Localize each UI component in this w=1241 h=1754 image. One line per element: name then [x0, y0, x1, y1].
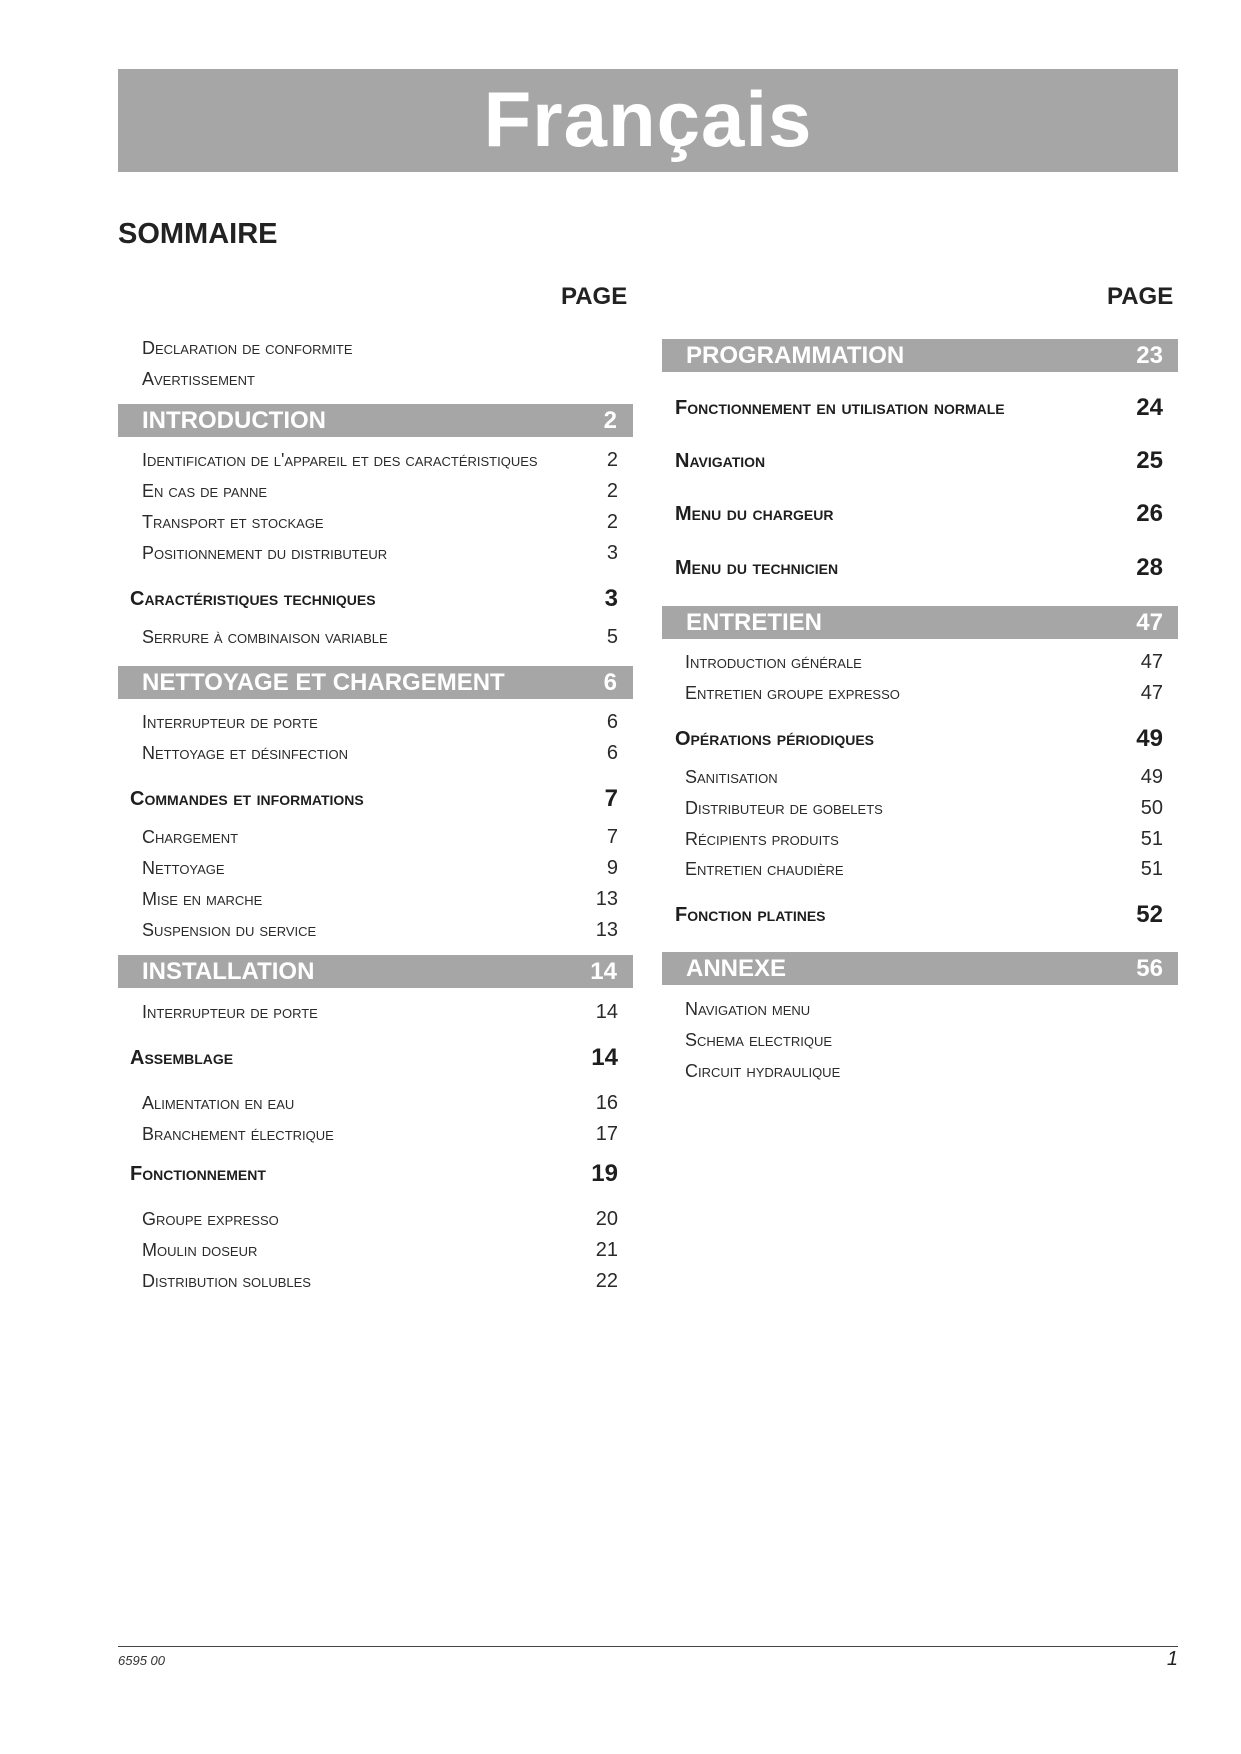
- section-entry: [118, 587, 633, 617]
- subsection-title: Navigation menu: [685, 999, 811, 1019]
- subsection-entry: [118, 1208, 633, 1238]
- section-title: Opérations périodiques: [675, 728, 874, 750]
- subsection-title: En cas de panne: [142, 481, 268, 501]
- subsection-title: Circuit hydraulique: [685, 1061, 841, 1081]
- subsection-title: Introduction générale: [685, 652, 862, 672]
- entry-page: 6: [606, 742, 618, 764]
- chapter-title: ENTRETIEN: [686, 609, 823, 636]
- entry-page: 49: [1136, 725, 1163, 752]
- entry-page: 22: [595, 1270, 618, 1292]
- subsection-entry: [662, 998, 1178, 1028]
- subsection-title: Alimentation en eau: [142, 1093, 295, 1113]
- entry-page: 2: [606, 449, 618, 471]
- chapter-title: INTRODUCTION: [142, 407, 326, 434]
- subsection-title: Avertissement: [142, 369, 255, 389]
- entry-page: 3: [606, 542, 618, 564]
- entry-page: 49: [1140, 766, 1163, 788]
- entry-page: 2: [606, 480, 618, 502]
- subsection-title: Interrupteur de porte: [142, 1002, 318, 1022]
- subsection-entry: [118, 368, 633, 398]
- chapter-bar: [118, 404, 633, 437]
- subsection-title: Chargement: [142, 827, 239, 847]
- subsection-title: Récipients produits: [685, 829, 839, 849]
- subsection-title: Identification de l'appareil et des caractéristiques: [142, 450, 538, 470]
- section-title: Menu du technicien: [675, 557, 839, 579]
- chapter-page: 47: [1136, 609, 1163, 636]
- entry-page: 14: [591, 1044, 618, 1071]
- subsection-entry: [118, 742, 633, 772]
- footer-divider: [118, 1646, 1178, 1647]
- chapter-title: NETTOYAGE ET CHARGEMENT: [142, 669, 505, 696]
- chapter-page: 14: [590, 958, 617, 985]
- entry-page: 21: [595, 1239, 618, 1261]
- entry-page: 24: [1136, 394, 1163, 421]
- subsection-title: Suspension du service: [142, 920, 317, 940]
- section-entry: [662, 502, 1178, 532]
- entry-page: 13: [595, 919, 618, 941]
- entry-page: 2: [606, 511, 618, 533]
- entry-page: 51: [1140, 858, 1163, 880]
- subsection-entry: [118, 1239, 633, 1269]
- chapter-page: 6: [603, 669, 617, 696]
- section-entry: [662, 903, 1178, 933]
- subsection-title: Entretien chaudière: [685, 859, 844, 879]
- subsection-entry: [662, 828, 1178, 858]
- subsection-entry: [118, 626, 633, 656]
- subsection-entry: [662, 1029, 1178, 1059]
- chapter-bar: [662, 339, 1178, 372]
- subsection-entry: [118, 480, 633, 510]
- subsection-title: Nettoyage et désinfection: [142, 743, 348, 763]
- entry-page: 47: [1140, 651, 1163, 673]
- chapter-title: PROGRAMMATION: [686, 342, 905, 369]
- subsection-entry: [662, 858, 1178, 888]
- section-title: Fonctionnement en utilisation normale: [675, 397, 1005, 419]
- entry-page: 6: [606, 711, 618, 733]
- entry-page: 9: [606, 857, 618, 879]
- chapter-bar: [662, 952, 1178, 985]
- subsection-entry: [118, 826, 633, 856]
- subsection-title: Branchement électrique: [142, 1124, 334, 1144]
- entry-page: 20: [595, 1208, 618, 1230]
- subsection-entry: [118, 857, 633, 887]
- subsection-entry: [662, 682, 1178, 712]
- section-entry: [662, 449, 1178, 479]
- subsection-entry: [662, 797, 1178, 827]
- document-code: 6595 00: [118, 1653, 165, 1668]
- chapter-page: 56: [1136, 955, 1163, 982]
- entry-page: 19: [591, 1160, 618, 1187]
- entry-page: 51: [1140, 828, 1163, 850]
- section-entry: [662, 727, 1178, 757]
- section-entry: [662, 556, 1178, 586]
- entry-page: 13: [595, 888, 618, 910]
- page-number: 1: [1166, 1648, 1178, 1670]
- subsection-title: Distributeur de gobelets: [685, 798, 883, 818]
- subsection-entry: [118, 888, 633, 918]
- entry-page: 52: [1136, 901, 1163, 928]
- subsection-title: Nettoyage: [142, 858, 225, 878]
- entry-page: 3: [604, 585, 618, 612]
- section-title: Commandes et informations: [130, 788, 364, 810]
- section-entry: [118, 1162, 633, 1192]
- subsection-entry: [118, 542, 633, 572]
- section-title: Navigation: [675, 450, 766, 472]
- chapter-bar: [118, 955, 633, 988]
- entry-page: 26: [1136, 500, 1163, 527]
- section-entry: [662, 396, 1178, 426]
- subsection-title: Mise en marche: [142, 889, 263, 909]
- section-title: Menu du chargeur: [675, 503, 834, 525]
- subsection-title: Groupe expresso: [142, 1209, 279, 1229]
- entry-page: 5: [606, 626, 618, 648]
- entry-page: 50: [1140, 797, 1163, 819]
- subsection-title: Sanitisation: [685, 767, 778, 787]
- chapter-page: 2: [603, 407, 617, 434]
- subsection-title: Distribution solubles: [142, 1271, 311, 1291]
- subsection-title: Serrure à combinaison variable: [142, 627, 388, 647]
- subsection-entry: [118, 1123, 633, 1153]
- section-title: Assemblage: [130, 1047, 234, 1069]
- subsection-title: Interrupteur de porte: [142, 712, 318, 732]
- section-entry: [118, 1046, 633, 1076]
- subsection-entry: [118, 1092, 633, 1122]
- subsection-entry: [118, 919, 633, 949]
- contents-heading: SOMMAIRE: [118, 218, 278, 250]
- subsection-entry: [662, 1060, 1178, 1090]
- subsection-title: Schema electrique: [685, 1030, 833, 1050]
- language-title-banner: Français: [118, 69, 1178, 172]
- subsection-entry: [118, 711, 633, 741]
- chapter-page: 23: [1136, 342, 1163, 369]
- entry-page: 14: [595, 1001, 618, 1023]
- subsection-entry: [118, 1001, 633, 1031]
- chapter-title: ANNEXE: [686, 955, 787, 982]
- subsection-entry: [662, 766, 1178, 796]
- subsection-entry: [662, 651, 1178, 681]
- subsection-entry: [118, 449, 633, 479]
- chapter-title: INSTALLATION: [142, 958, 315, 985]
- page-column-label-right: PAGE: [1107, 283, 1174, 310]
- section-title: Fonction platines: [675, 904, 826, 926]
- subsection-entry: [118, 1270, 633, 1300]
- subsection-title: Entretien groupe expresso: [685, 683, 900, 703]
- subsection-entry: [118, 511, 633, 541]
- entry-page: 17: [595, 1123, 618, 1145]
- chapter-bar: [118, 666, 633, 699]
- entry-page: 47: [1140, 682, 1163, 704]
- subsection-title: Transport et stockage: [142, 512, 324, 532]
- subsection-entry: [118, 337, 633, 367]
- entry-page: 25: [1136, 447, 1163, 474]
- chapter-bar: [662, 606, 1178, 639]
- entry-page: 28: [1136, 554, 1163, 581]
- subsection-title: Positionnement du distributeur: [142, 543, 388, 563]
- section-title: Caractéristiques techniques: [130, 588, 376, 610]
- section-entry: [118, 787, 633, 817]
- subsection-title: Moulin doseur: [142, 1240, 258, 1260]
- page-column-label-left: PAGE: [561, 283, 628, 310]
- section-title: Fonctionnement: [130, 1163, 266, 1185]
- entry-page: 7: [606, 826, 618, 848]
- subsection-title: Declaration de conformite: [142, 338, 353, 358]
- entry-page: 7: [604, 785, 618, 812]
- entry-page: 16: [595, 1092, 618, 1114]
